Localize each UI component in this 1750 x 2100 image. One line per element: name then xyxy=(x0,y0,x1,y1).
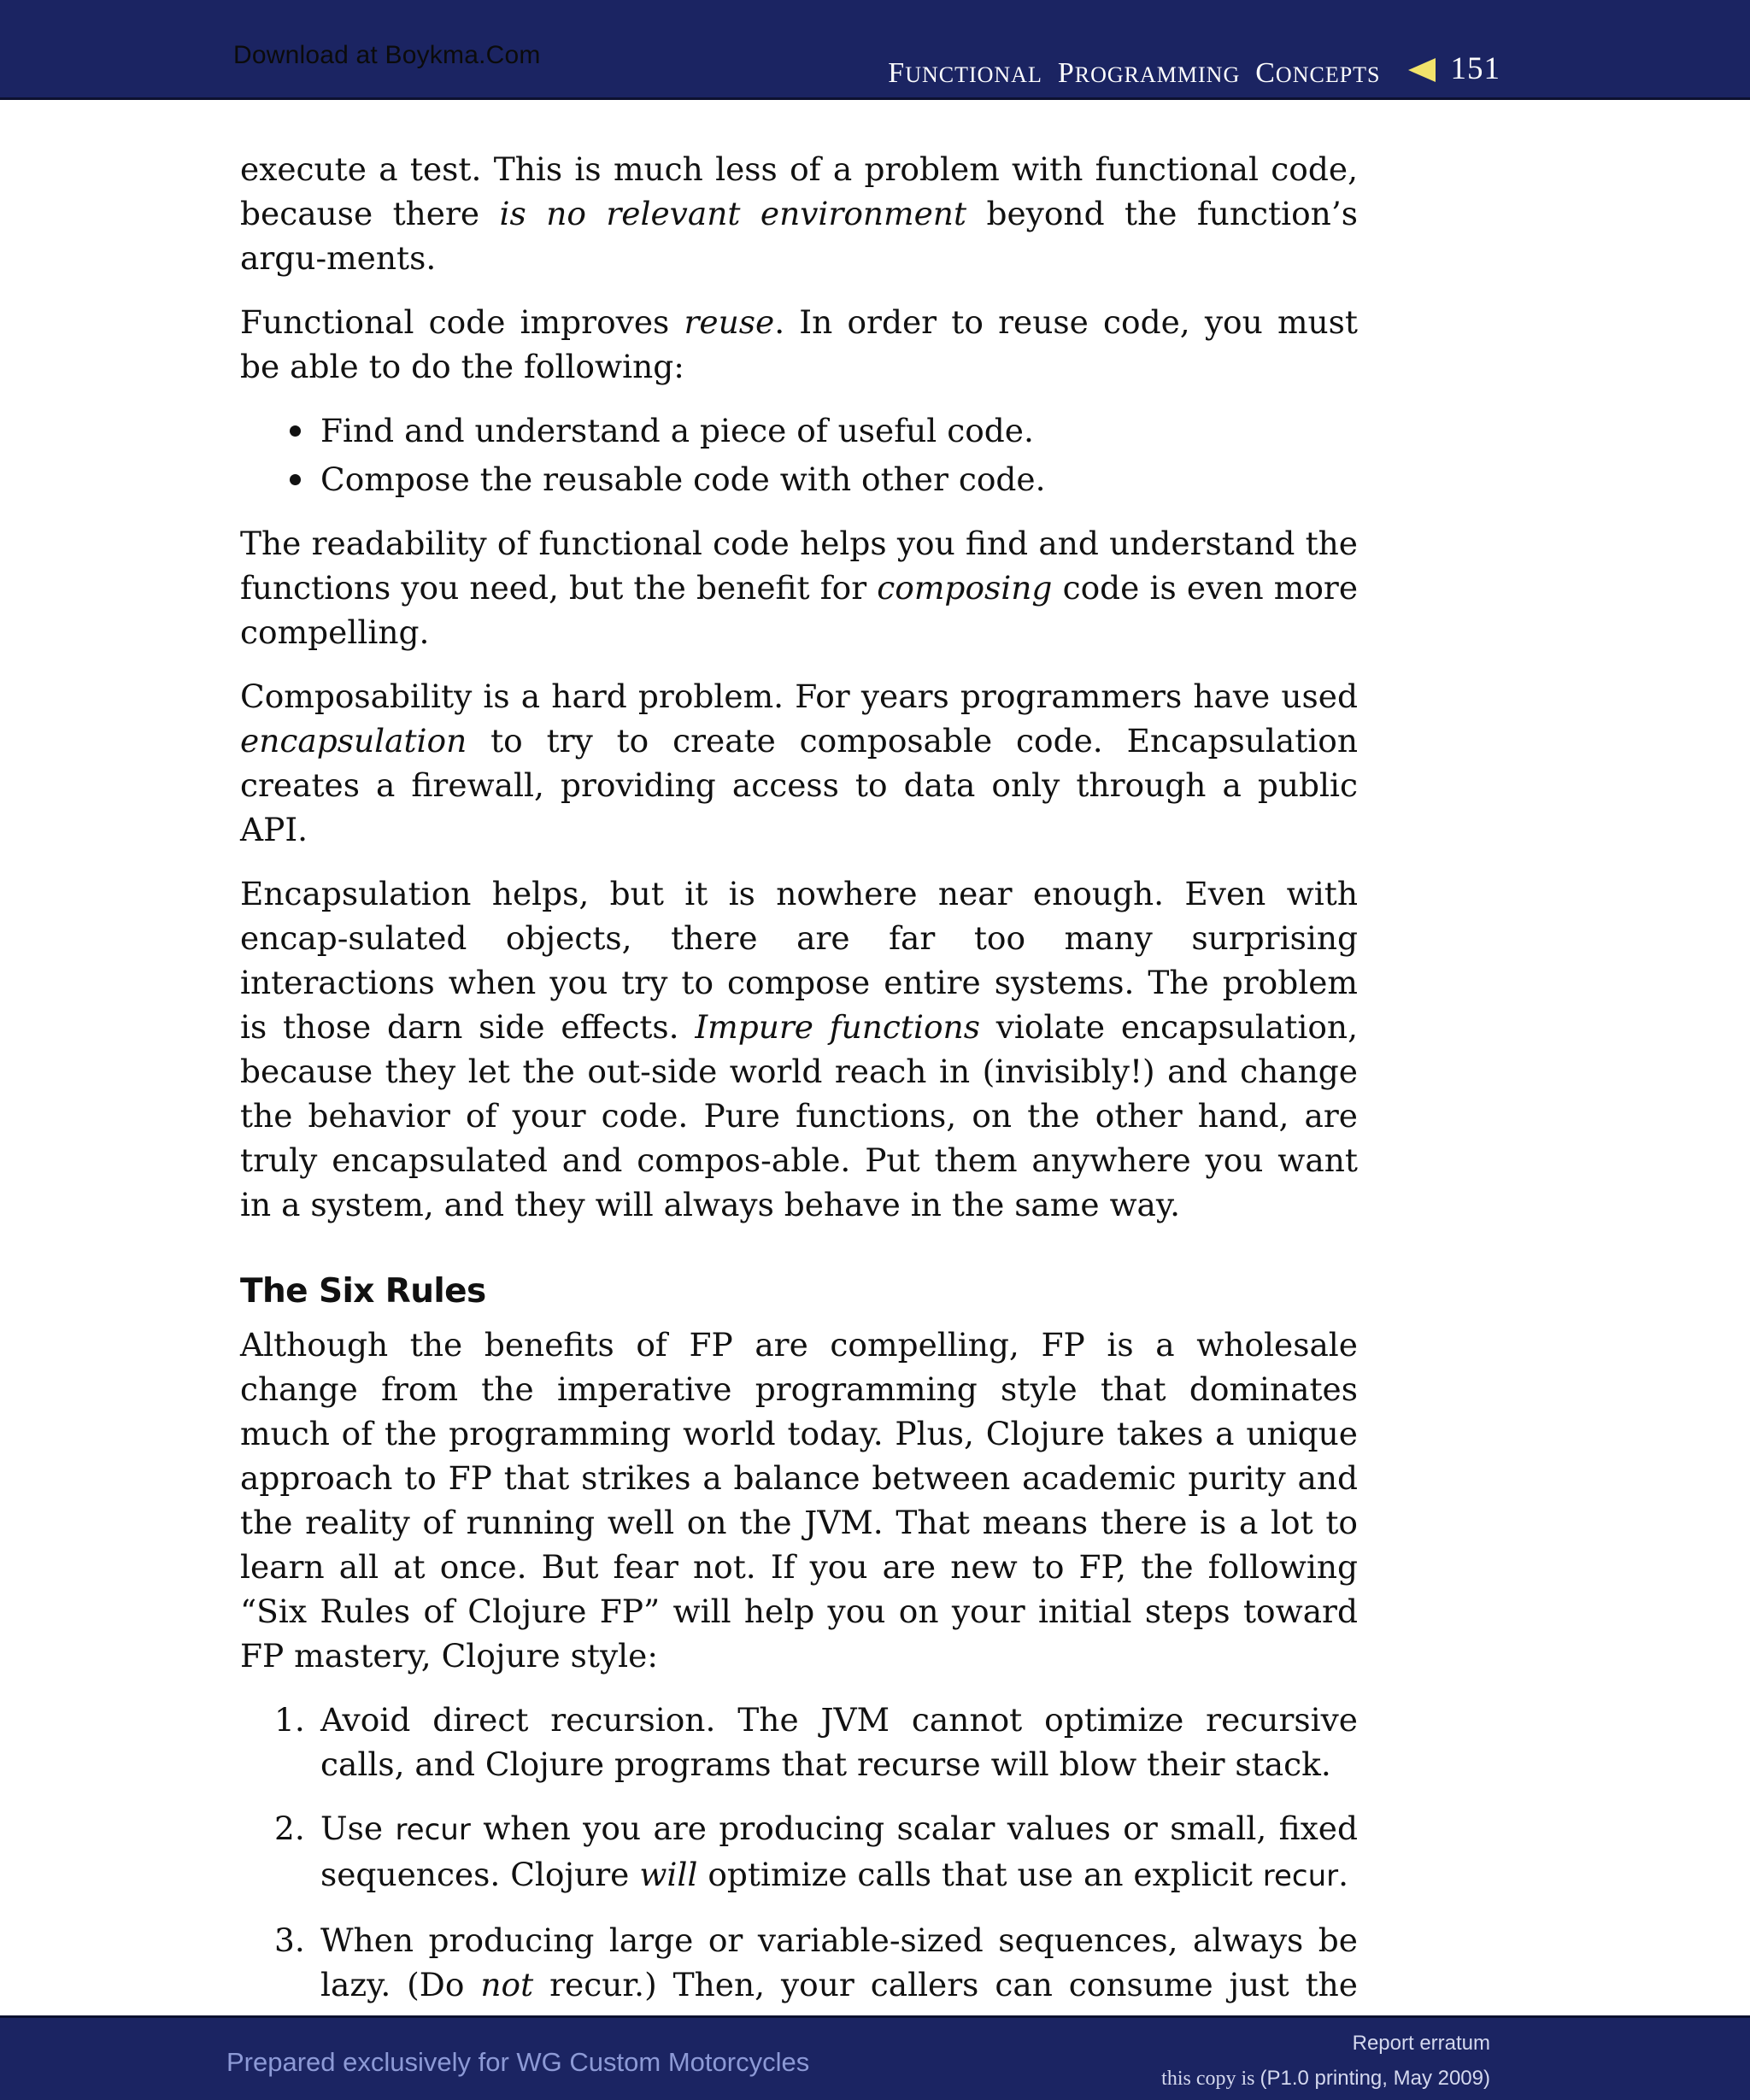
copy-info: this copy is (P1.0 printing, May 2009) xyxy=(1161,2067,1490,2090)
rule-item-3: 3. When producing large or variable-sized sequences, always be lazy. (Do not recur.) Then, your callers can consume just the xyxy=(274,1921,1358,2003)
running-title-word-2: Programming xyxy=(1057,55,1241,90)
rule-item-1: 1. Avoid direct recursion. The JVM cannot optimize recursive calls, and Clojure programs that recurse will blow their stack. xyxy=(274,1701,1358,1783)
bullet-icon xyxy=(290,425,301,437)
previous-page-arrow-icon[interactable] xyxy=(1408,58,1436,82)
rules-list xyxy=(240,1698,1358,2051)
paragraph-reuse: Functional code improves reuse. In order to reuse code, you must be able to do the following: xyxy=(240,303,1358,385)
reuse-bullet-list xyxy=(240,408,1358,502)
list-item: Compose the reusable code with other code. xyxy=(240,457,1358,502)
list-item: Find and understand a piece of useful code. xyxy=(240,408,1358,453)
download-link[interactable]: Download at Boykma.Com xyxy=(233,41,541,69)
code-recur: recur xyxy=(395,1813,471,1847)
report-erratum-link[interactable]: Report erratum xyxy=(1352,2032,1490,2055)
running-title-word-1: Functional xyxy=(888,55,1042,90)
section-heading: The Six Rules xyxy=(240,1272,486,1311)
running-title xyxy=(888,51,1500,90)
page-number: 151 xyxy=(1450,51,1500,86)
bullet-icon xyxy=(290,474,301,485)
paragraph-six-rules-intro: Although the benefits of FP are compelling, FP is a wholesale change from the imperative programming style that dominates much of the programming world today. Plus, Clojure takes a unique approach to FP that strikes a balance between academic purity and the reality of running well on the JVM. That means there is a lot to learn all at once. But fear not. If you are new to FP, the following “Six Rules of Clojure FP” will help you on your initial steps toward FP mastery, Clojure style: xyxy=(240,1326,1358,1675)
paragraph-encapsulation: Encapsulation helps, but it is nowhere near enough. Even with encap-sulated objects, there are far too many surprising interactions when you try to compose entire systems. The problem is those darn side effects. Impure functions violate encapsulation, because they let the out-side world reach in (invisibly!) and change the behavior of your code. Pure functions, on the other hand, are truly encapsulated and compos-able. Put them anywhere you want in a system, and they will always behave in the same way. xyxy=(240,875,1358,1223)
paragraph-readability: The readability of functional code helps you find and understand the functions you need, but the benefit for composing code is even more compelling. xyxy=(240,525,1359,651)
code-recur: recur xyxy=(1262,1859,1339,1893)
rule-item-2: 2. Use recur when you are producing scalar values or small, fixed sequences. Clojure will optimize calls that use an explicit recur. xyxy=(274,1810,1359,1893)
composability-text: Composability is a hard problem. For years programmers have used encapsulation to try to create composable code. Encapsulation creates a firewall, providing access to data only through a public API. xyxy=(240,678,1358,848)
prepared-for-text: Prepared exclusively for WG Custom Motorcycles xyxy=(226,2047,810,2077)
page-content xyxy=(240,147,1358,2071)
page-header xyxy=(0,0,1750,100)
paragraph-composability xyxy=(240,674,1358,852)
running-title-word-3: Concepts xyxy=(1255,55,1381,90)
page-footer xyxy=(0,2015,1750,2100)
paragraph-testing: execute a test. This is much less of a problem with functional code, because there is no relevant environment beyond the function’s argu-ments. xyxy=(240,150,1358,277)
